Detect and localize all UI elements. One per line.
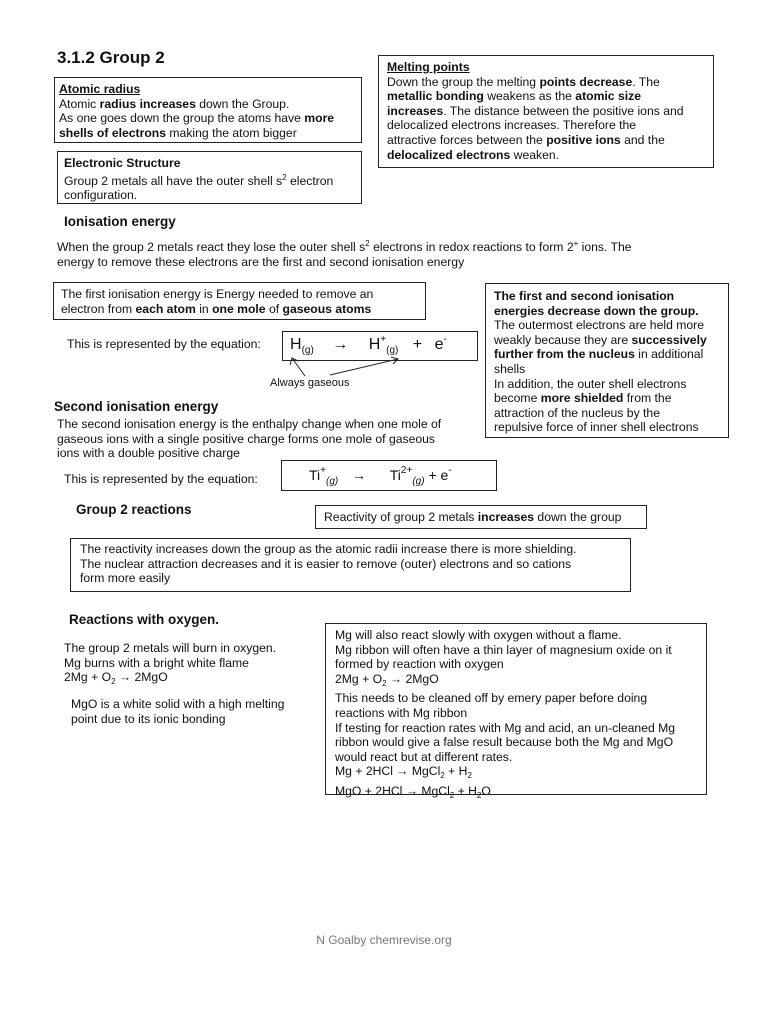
- text: +: [380, 334, 387, 345]
- text: making the atom bigger: [166, 125, 297, 140]
- text: successively: [631, 332, 707, 347]
- equation-label-2: This is represented by the equation:: [64, 472, 258, 486]
- text: + H: [444, 764, 468, 779]
- text: 2: [111, 677, 116, 687]
- text: 2: [440, 771, 445, 781]
- text: . The: [632, 74, 660, 89]
- text: ions with a double positive charge: [57, 446, 240, 461]
- text: Down the group the melting: [387, 74, 540, 89]
- text: repulsive force of inner shell electrons: [494, 420, 699, 435]
- atomic-radius-heading: Atomic radius: [59, 82, 141, 96]
- text: (g): [326, 476, 339, 487]
- text: Atomic: [59, 96, 100, 111]
- arrow-icon: →: [332, 336, 349, 353]
- text: 2: [282, 172, 287, 182]
- reactivity-explanation-box: [70, 538, 631, 592]
- text: each atom: [135, 301, 196, 316]
- text: further from the nucleus: [494, 347, 635, 362]
- text: metallic bonding: [387, 89, 484, 104]
- footer: N Goalby chemrevise.org: [316, 933, 452, 947]
- equation-label-1: This is represented by the equation:: [67, 337, 261, 351]
- text: electrons in redox reactions to form 2: [369, 240, 574, 254]
- text: The group 2 metals will burn in oxygen.: [64, 641, 277, 655]
- electronic-structure-heading: Electronic Structure: [64, 156, 181, 170]
- text: As one goes down the group the atoms have: [59, 111, 305, 126]
- text: atomic size: [575, 89, 642, 104]
- text: 2: [467, 771, 472, 781]
- first-ie-box: [53, 282, 426, 320]
- text: 2: [476, 790, 482, 800]
- text: electron from: [61, 301, 136, 316]
- text: become: [494, 391, 541, 406]
- text: + H: [454, 783, 477, 798]
- text: increases: [477, 510, 535, 524]
- ionisation-trend-box: [485, 283, 729, 438]
- text: This needs to be cleaned off by emery paper before doing: [335, 691, 648, 706]
- text: The reactivity increases down the group as the atomic radii increase there is more shielding.: [80, 542, 577, 556]
- text: . The distance between the positive ions and: [443, 103, 684, 118]
- always-gaseous-label: Always gaseous: [270, 377, 350, 389]
- text: one mole: [212, 301, 266, 316]
- mgo-text: [71, 697, 321, 726]
- text: shells of electrons: [59, 125, 167, 140]
- reactions-heading: Group 2 reactions: [76, 502, 192, 517]
- oxygen-heading: Reactions with oxygen.: [69, 612, 220, 627]
- text: weakly because they are: [494, 332, 632, 347]
- text: (g): [386, 345, 399, 356]
- text: 2Mg + O: [64, 670, 112, 685]
- text: Ti: [389, 467, 401, 483]
- text: weakens as the: [483, 89, 576, 104]
- reactivity-box: [315, 505, 647, 529]
- text: positive ions: [546, 132, 621, 147]
- text: In addition, the outer shell electrons: [494, 376, 687, 391]
- arrow-icon: →: [352, 467, 367, 483]
- text: The first ionisation energy is Energy needed to remove an: [61, 287, 374, 301]
- melting-points-heading: Melting points: [387, 60, 470, 74]
- text: 2: [382, 678, 387, 688]
- oxygen-left-text: [64, 641, 314, 690]
- text: energies decrease down the group.: [494, 303, 699, 318]
- text: in: [195, 301, 213, 316]
- text: would react but at different rates.: [335, 749, 513, 764]
- text: down the group: [534, 510, 622, 524]
- text: of: [265, 301, 283, 316]
- text: more: [304, 111, 335, 126]
- text: ribbon would give a false result because both the Mg and MgO: [335, 735, 674, 750]
- text: 2: [449, 790, 455, 800]
- text: Mg ribbon will often have a thin layer of magnesium oxide on it: [335, 642, 672, 657]
- text: energy to remove these electrons are the first and second ionisation energy: [57, 254, 465, 269]
- mg-oxide-box: [325, 623, 707, 800]
- text: The first and second ionisation: [494, 289, 675, 303]
- text: -: [443, 334, 447, 345]
- text: configuration.: [64, 188, 138, 203]
- atomic-radius-box: [54, 77, 362, 143]
- text: formed by reaction with oxygen: [335, 657, 504, 672]
- ionisation-heading: Ionisation energy: [64, 214, 176, 229]
- text: 2+: [400, 465, 413, 476]
- text: The second ionisation energy is the enthalpy change when one mole of: [57, 417, 442, 431]
- electronic-structure-box: [57, 151, 362, 204]
- text: (g): [412, 476, 425, 487]
- arrow-line: [292, 358, 305, 376]
- text: point due to its ionic bonding: [71, 711, 226, 726]
- text: H: [290, 336, 302, 353]
- text: attractive forces between the: [387, 132, 547, 147]
- text: weaken.: [510, 147, 560, 162]
- second-ie-heading: Second ionisation energy: [54, 399, 219, 414]
- text: MgO + 2HCl → MgCl: [335, 783, 450, 798]
- text: more shielded: [540, 391, 624, 406]
- text: +: [573, 239, 579, 248]
- text: radius increases: [99, 96, 196, 111]
- text: delocalized electrons: [387, 147, 511, 162]
- text: Mg burns with a bright white flame: [64, 655, 249, 670]
- text: 2: [365, 239, 370, 248]
- text: from the: [623, 391, 672, 406]
- text: H: [368, 336, 381, 353]
- melting-points-box: [378, 55, 714, 168]
- text: electron: [286, 173, 334, 188]
- text: increases: [387, 103, 444, 118]
- text: and the: [620, 132, 665, 147]
- text: reactions with Mg ribbon: [335, 705, 468, 720]
- second-ie-text: [57, 417, 477, 461]
- text: + e: [424, 467, 449, 483]
- text: 2Mg + O: [335, 671, 383, 686]
- text: Reactivity of group 2 metals: [324, 510, 478, 524]
- text: shells: [494, 361, 526, 376]
- text: MgO is a white solid with a high melting: [71, 697, 285, 711]
- text: The nuclear attraction decreases and it is easier to remove (outer) electrons and so cations: [80, 556, 572, 571]
- text: When the group 2 metals react they lose the outer shell s: [57, 240, 366, 254]
- text: +: [320, 465, 326, 476]
- text: Mg will also react slowly with oxygen without a flame.: [335, 628, 622, 642]
- gaseous-arrows: [270, 345, 410, 380]
- text: delocalized electrons increases. Therefore the: [387, 118, 637, 133]
- text: points decrease: [539, 74, 633, 89]
- text: ions. The: [578, 240, 632, 254]
- arrow-line: [330, 359, 398, 375]
- text: form more easily: [80, 571, 171, 586]
- text: +: [412, 336, 423, 353]
- text: attraction of the nucleus by the: [494, 405, 660, 420]
- text: gaseous atoms: [282, 301, 372, 316]
- text: → 2MgO: [386, 671, 439, 686]
- text: Group 2 metals all have the outer shell s: [64, 173, 283, 188]
- text: O: [481, 783, 491, 798]
- text: e: [434, 336, 444, 353]
- equation-2: [309, 465, 452, 487]
- text: The outermost electrons are held more: [494, 318, 704, 333]
- text: -: [448, 465, 452, 476]
- text: down the Group.: [195, 96, 290, 111]
- text: → 2MgO: [115, 670, 168, 685]
- text: (g): [301, 345, 314, 356]
- text: If testing for reaction rates with Mg and acid, an un-cleaned Mg: [335, 720, 676, 735]
- page-title: 3.1.2 Group 2: [57, 48, 165, 67]
- text: in additional: [634, 347, 704, 362]
- text: Ti: [309, 467, 321, 483]
- text: Mg + 2HCl → MgCl: [335, 764, 441, 779]
- text: gaseous ions with a single positive charge forms one mole of gaseous: [57, 431, 436, 446]
- ionisation-intro: [57, 237, 727, 269]
